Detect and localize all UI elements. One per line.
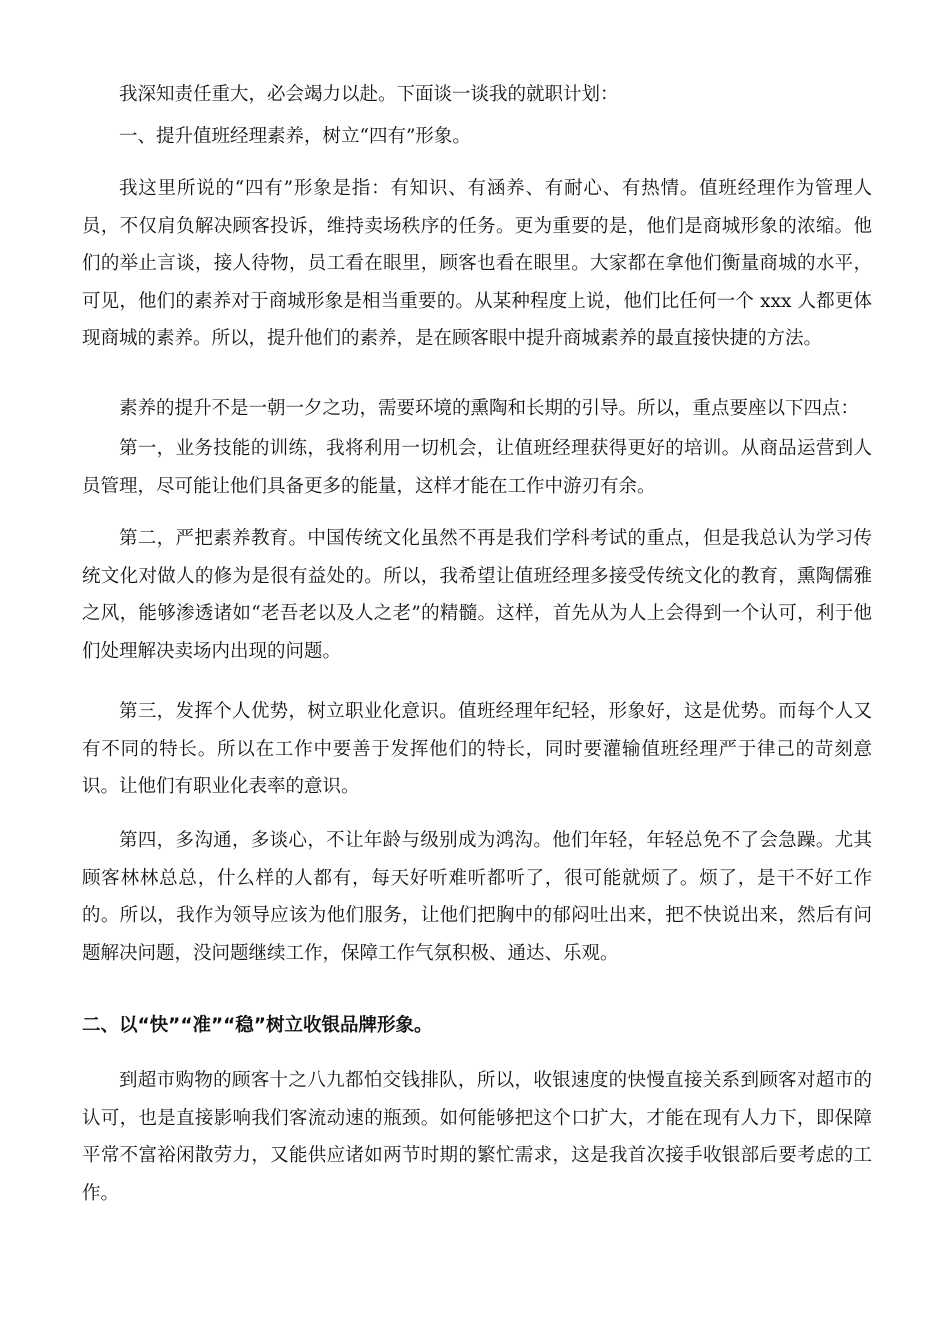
cultivation-paragraph: 素养的提升不是一朝一夕之功，需要环境的熏陶和长期的引导。所以，重点要座以下四点： — [119, 398, 860, 419]
intro-paragraph: 我深知责任重大，必会竭力以赴。下面谈一谈我的就职计划： — [119, 84, 619, 105]
point-three-paragraph: 第三，发挥个人优势，树立职业化意识。值班经理年纪轻，形象好，这是优势。而每个人又有不同的特长。所以在工作中要善于发挥他们的特长，同时要灌输值班经理严于律己的苛刻意识。让他们有职业化表率的意识。 — [82, 701, 872, 797]
cashier-paragraph: 到超市购物的顾客十之八九都怕交钱排队，所以，收银速度的快慢直接关系到顾客对超市的认可，也是直接影响我们客流动速的瓶颈。如何能够把这个口扩大，才能在现有人力下，即保障平常不富裕闲散劳力，又能供应诸如两节时期的繁忙需求，这是我首次接手收银部后要考虑的工作。 — [82, 1070, 872, 1204]
point-four-paragraph: 第四，多沟通，多谈心，不让年龄与级别成为鸿沟。他们年轻，年轻总免不了会急躁。尤其顾客林林总总，什么样的人都有，每天好听难听都听了，很可能就烦了。烦了，是干不好工作的。所以，我作为领导应该为他们服务，让他们把胸中的郁闷吐出来，把不快说出来，然后有问题解决问题，没问题继续工作，保障工作气氛积极、通达、乐观。 — [82, 830, 872, 964]
point-two-paragraph: 第二，严把素养教育。中国传统文化虽然不再是我们学科考试的重点，但是我总认为学习传统文化对做人的修为是很有益处的。所以，我希望让值班经理多接受传统文化的教育，熏陶儒雅之风，能够渗透诸如“老吾老以及人之老”的精髓。这样，首先从为人上会得到一个认可，利于他们处理解决卖场内出现的问题。 — [82, 528, 872, 662]
point-one-paragraph: 第一，业务技能的训练，我将利用一切机会，让值班经理获得更好的培训。从商品运营到人员管理，尽可能让他们具备更多的能量，这样才能在工作中游刃有余。 — [82, 438, 872, 497]
four-qualities-paragraph: 我这里所说的“四有”形象是指：有知识、有涵养、有耐心、有热情。值班经理作为管理人员，不仅肩负解决顾客投诉，维持卖场秩序的任务。更为重要的是，他们是商城形象的浓缩。他们的举止言谈，接人待物，员工看在眼里，顾客也看在眼里。大家都在拿他们衡量商城的水平，可见，他们的素养对于商城形象是相当重要的。从某种程度上说，他们比任何一个 xxx 人都更体现商城的素养。所以，提升他们的素养，是在顾客眼中提升商城素养的最直接快捷的方法。 — [82, 178, 872, 349]
section-heading-2: 二、以“快”“准”“稳”树立收银品牌形象。 — [82, 1015, 433, 1036]
section-heading-1: 一、提升值班经理素养，树立“四有”形象。 — [119, 126, 471, 147]
